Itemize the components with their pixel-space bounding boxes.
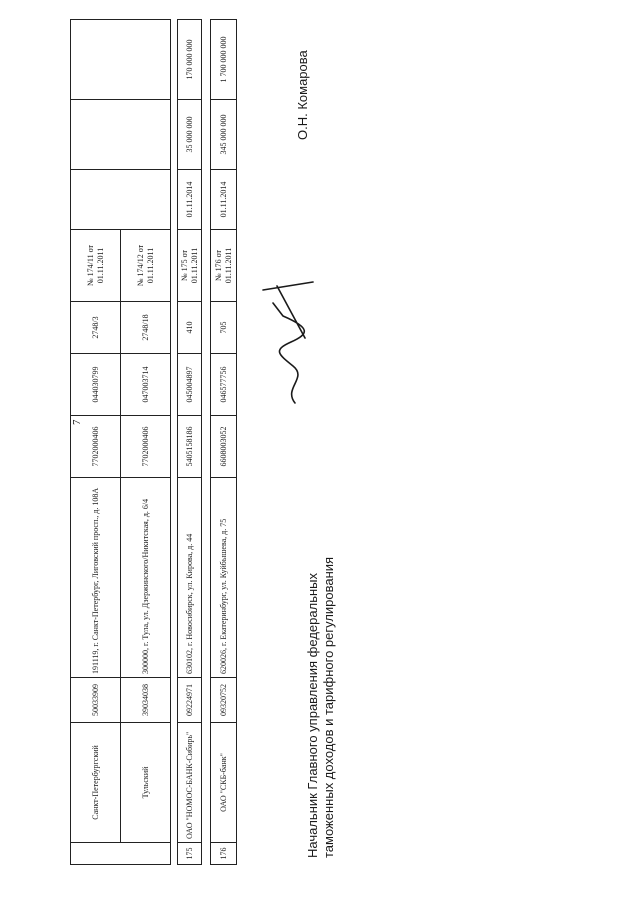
table-row — [211, 20, 237, 865]
inn-cell: 7702000406 — [71, 416, 121, 478]
rotated-content — [65, 20, 625, 880]
bik-cell: 047003714 — [121, 354, 171, 416]
bank-name-cell: ОАО "СКБ-банк" — [211, 723, 237, 843]
amount-cell — [71, 100, 171, 170]
signatory-title-line2: таможенных доходов и тарифного регулирования — [321, 556, 336, 858]
license-cell: 705 — [211, 302, 237, 354]
bank-name-cell: ОАО "НОМОС-БАНК-Сибирь" — [178, 723, 202, 843]
amount-cell: 345 000 000 — [211, 100, 237, 170]
row-number-cell: 175 — [178, 843, 202, 865]
license-cell: 2748/18 — [121, 302, 171, 354]
table-row — [178, 20, 202, 865]
inn-cell: 6608003052 — [211, 416, 237, 478]
address-cell: 630102, г. Новосибирск, ул. Кирова, д. 44 — [178, 478, 202, 678]
address-cell: 620026, г. Екатеринбург, ул. Куйбышева, д. 75 — [211, 478, 237, 678]
license-cell: 410 — [178, 302, 202, 354]
date-cell: 01.11.2014 — [178, 170, 202, 230]
row-number-cell: 176 — [211, 843, 237, 865]
banks-table-row-175 — [177, 19, 202, 865]
guarantee-cell: № 176 от 01.11.2011 — [211, 230, 237, 302]
date-cell: 01.11.2014 — [211, 170, 237, 230]
signatory-name: О.Н. Комарова — [295, 50, 310, 140]
code-cell: 50033909 — [71, 678, 121, 723]
address-cell: 300000, г. Тула, ул. Дзержинского/Никитская, д. 6/4 — [121, 478, 171, 678]
table-row — [71, 20, 121, 865]
bik-cell: 045004897 — [178, 354, 202, 416]
row-number-cell — [71, 843, 171, 865]
amount-cell: 35 000 000 — [178, 100, 202, 170]
handwritten-signature — [253, 258, 323, 408]
total-cell: 170 000 000 — [178, 20, 202, 100]
branch-name-cell: Тульский — [121, 723, 171, 843]
guarantee-cell: № 174/11 от 01.11.2011 — [71, 230, 121, 302]
guarantee-cell: № 175 от 01.11.2011 — [178, 230, 202, 302]
bik-cell: 044030799 — [71, 354, 121, 416]
date-cell — [71, 170, 171, 230]
signatory-title-line1: Начальник Главного управления федеральных — [305, 573, 320, 858]
code-cell: 39034038 — [121, 678, 171, 723]
page-number: 7 — [71, 419, 83, 425]
inn-cell: 7702000406 — [121, 416, 171, 478]
total-cell: 1 700 000 000 — [211, 20, 237, 100]
address-cell: 191119, г. Санкт-Петербург, Лиговский просп., д. 108А — [71, 478, 121, 678]
bik-cell: 046577756 — [211, 354, 237, 416]
banks-table-continuation — [70, 19, 171, 865]
code-cell: 09320752 — [211, 678, 237, 723]
total-cell — [71, 20, 171, 100]
banks-table-row-176 — [210, 19, 237, 865]
guarantee-cell: № 174/12 от 01.11.2011 — [121, 230, 171, 302]
license-cell: 2748/3 — [71, 302, 121, 354]
code-cell: 09224971 — [178, 678, 202, 723]
inn-cell: 5405158186 — [178, 416, 202, 478]
branch-name-cell: Санкт-Петербургский — [71, 723, 121, 843]
